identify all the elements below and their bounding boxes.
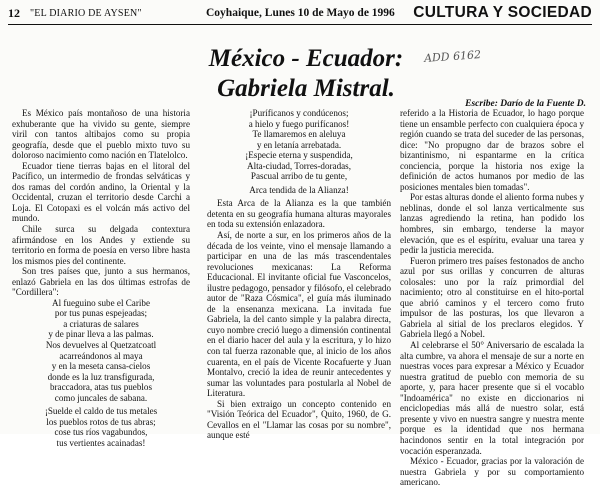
paragraph: Así, de norte a sur, en los primeros años de la década de los veinte, vino el mensaje llamando a participar en una de las más trascendentales revoluciones mexicanas: La Reforma Educacional. El invitante oficial fue Vasconcelos, ilustre pedagogo, pensador y filósofo, el celebrado autor de "Raza Cósmica", el guía más iluminado de la ensenanza mexicana. La invitada fue Gabriela, la del canto simple y la palabra directa, cuyo nombre creció luego a dimensión continental en el diario hacer del aula y la escritura, y lo hizo con tal fuerza razonable que, al inicio de los años cuarenta, en el país de Vicente Rocafuerte y Juan Montalvo, creció la idea de reunir antecedentes y sumar las voluntades para postularla al Nobel de Literatura.: [207, 230, 391, 399]
paragraph: Ecuador tiene tierras bajas en el litoral del Pacífico, un intermedio de frondas selváticas y dos ramas del cordón andino, la Oriental y la Occidental, cruzan el territorio desde Carchi a Loja. El Cotopaxi es el volcán más activo del mundo.: [12, 160, 190, 224]
verse-line: a criaturas de salares: [63, 318, 139, 329]
title-line-1: México - Ecuador:: [208, 45, 404, 72]
paragraph: Esta Arca de la Alianza es la que también detenta en su geografía humana alturas mayorales en toda su extensión enlazadora.: [207, 198, 391, 230]
verse-line: Arca tendida de la Alianza!: [249, 184, 349, 195]
verse-line: cose tus ríos vagabundos,: [54, 427, 148, 438]
paragraph: Chile surca su delgada contextura afirmándose en los Andes y extiende su territorio en forma de poesía en verso libre hasta los mismos pies del continente.: [12, 224, 190, 266]
title-line-2: Gabriela Mistral.: [217, 75, 395, 102]
verse-line: Alta-ciudad, Torres-doradas,: [247, 160, 351, 171]
verse-line: por tus punas espejeadas;: [54, 308, 148, 319]
verse-line: acarreándonos al maya: [59, 350, 143, 361]
verse-line: Nos devuelves al Quetzatcoatl: [45, 340, 157, 351]
page-header: [8, 3, 592, 25]
verse-line: como juncales de sabana.: [54, 392, 148, 403]
paragraph: Por estas alturas donde el aliento forma nubes y neblinas, donde el sol lanza verticalmente sus lanzas agrediendo la retina, han podido los hombres, sin embargo, tenderse la mayor elevación, que es el espíritu, evaluar una tarea y pedir la justicia merecida.: [400, 192, 584, 256]
verse-line: Te llamaremos en aleluya: [252, 129, 346, 140]
verse-line: ¡Puríficanos y condúcenos;: [249, 108, 349, 118]
section-title: CULTURA Y SOCIEDAD: [413, 4, 592, 21]
byline: Escribe: Darío de la Fuente D.: [465, 99, 586, 109]
newspaper-name: "EL DIARIO DE AYSEN": [30, 8, 142, 19]
verse-line: braccadora, atas tus pueblos: [49, 382, 152, 393]
page-number: 12: [8, 6, 20, 20]
paragraph: México - Ecuador, gracias por la valoración de nuestra Gabriela y por su comportamiento americano.: [400, 456, 584, 488]
article-title: [196, 44, 416, 104]
paragraph: Es México país montañoso de una historia exhuberante que ha vivido su gente, siempre viril con tantos altibajos como su propia geografía, desde que el pueblo mixto tuvo su doloroso nacimiento como nación en Tlatelolco.: [12, 108, 190, 161]
paragraph: Al celebrarse el 50° Aniversario de escalada la alta cumbre, va ahora el mensaje de sur a norte en nuestras voces para expresar a México y Ecuador nuestra gratitud de pueblo con memoria de su aporte, y, para hacer presente que si el vocablo "Indoamérica" no existe en diccionarios ni enciclopedias más allá de nuestro solar, está presente y vivo en nuestra sangre y nuestra mente porque es la identidad que nos hermana hacindonos sentir en la total integración por vocación esperanzada.: [400, 340, 584, 456]
verse-line: Al fueguino sube el Caribe: [52, 297, 150, 308]
verse-line: a hielo y fuego purifícanos!: [248, 118, 350, 129]
verse-line: donde es la luz transfigurada,: [47, 371, 155, 382]
verse-line: y en letanía arrebatada.: [256, 139, 342, 150]
handwritten-note: ADD 6162: [423, 48, 482, 65]
paragraph: referido a la Historia de Ecuador, lo hago porque tiene un ensamble perfecto con cualquiera época y región cuando se trata del suceder de las personas, dice: "No propugno dar de brazos sobre el bizantinismo, ni espantarme en la crítica conciencia, porque la historia nos exige la definición de actos humanos por medio de las posiciones mentales bien tomadas".: [400, 108, 584, 192]
verse-line: y de pinar lleva a las palmas.: [48, 329, 154, 340]
header-rule: [8, 24, 592, 25]
paragraph: Fueron primero tres países festonados de ancho azul por sus orillas y concurren de alturas colosales: uno por la raíz primordial del nacimiento; otro al constituirse en el hito-portal que abrió caminos y el tercero como fruto impulsor de las posturas, los que llevaron a Gabriela al sitial de los preclaros elegidos. Y Gabriela llegó a Nobel.: [400, 255, 584, 340]
verse-line: tus vertientes acainadas!: [56, 437, 146, 448]
paragraph: Si bien extraigo un concepto contenido en "Visión Teórica del Ecuador", Quito, 1960, de G. Cevallos en el "Llamar las cosas por su nombre", aunque esté: [207, 398, 391, 441]
column-1: [12, 108, 190, 449]
verse-line: los pueblos rotos de tus abras;: [46, 416, 156, 427]
paragraph: Son tres países que, junto a sus hermanos, enlazó Gabriela en las dos últimas estrofas de "Cordillera":: [12, 266, 190, 298]
issue-date: Coyhaique, Lunes 10 de Mayo de 1996: [206, 7, 395, 19]
column-3: [400, 108, 584, 488]
verse-line: Pascual arribo de tu gente,: [250, 171, 348, 182]
verse-line: ¡Suelde el caldo de tus metales: [44, 406, 158, 417]
verse-line: y en la meseta cansa-cielos: [51, 361, 151, 372]
column-2: [207, 108, 391, 441]
verse-line: ¡Especie eterna y suspendida,: [245, 150, 353, 161]
